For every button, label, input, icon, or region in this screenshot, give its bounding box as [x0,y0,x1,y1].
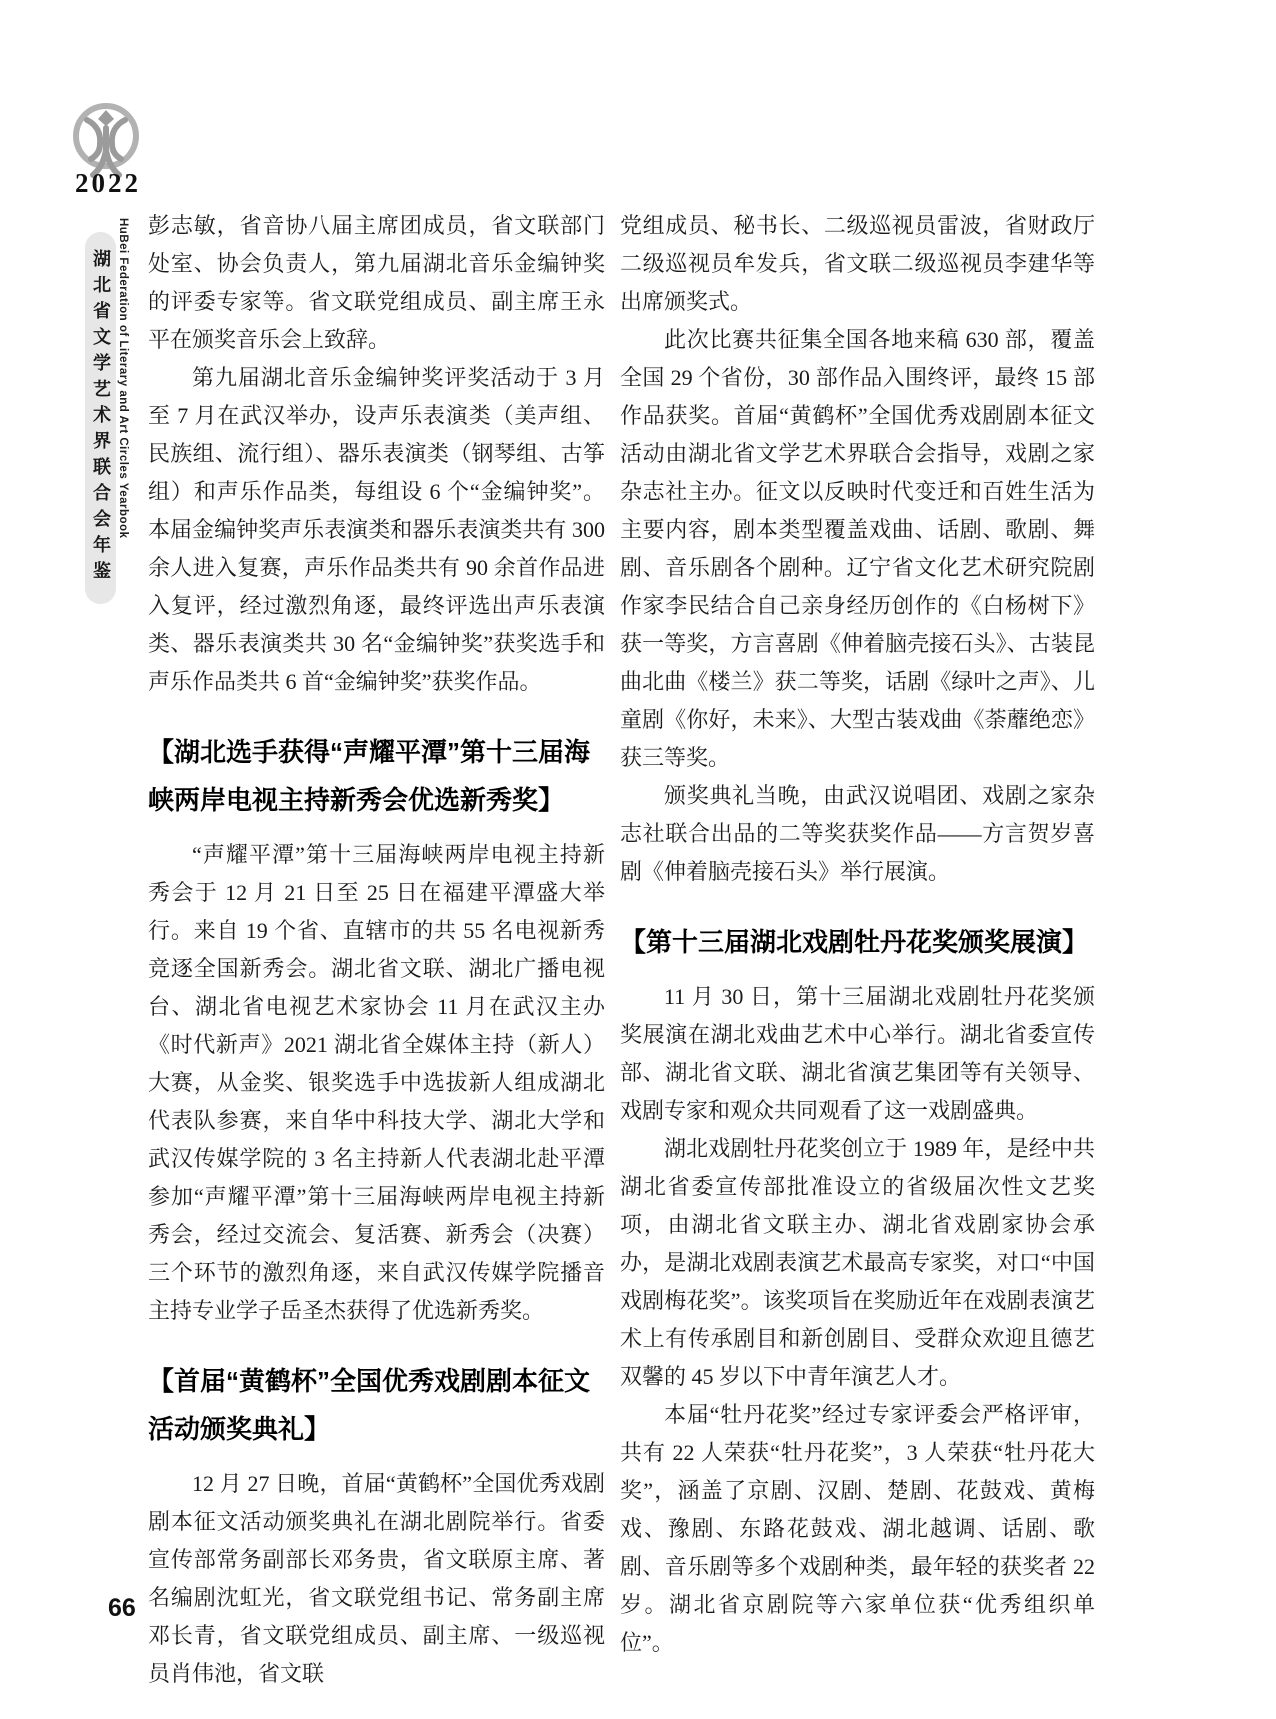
paragraph: “声耀平潭”第十三届海峡两岸电视主持新秀会于 12 月 21 日至 25 日在福建平潭盛大举行。来自 19 个省、直辖市的共 55 名电视新秀竞逐全国新秀会。湖北省文联、湖北广播电视台、湖北省电视艺术家协会 11 月在武汉主办《时代新声》2021 湖北省全媒体主持（新人）大赛，从金奖、银奖选手中选拔新人组成湖北代表队参赛，来自华中科技大学、湖北大学和武汉传媒学院的 3 名主持新人代表湖北赴平潭参加“声耀平潭”第十三届海峡两岸电视主持新秀会，经过交流会、复活赛、新秀会（决赛）三个环节的激烈角逐，来自武汉传媒学院播音主持专业学子岳圣杰获得了优选新秀奖。 [148,842,605,1323]
paragraph: 12 月 27 日晚，首届“黄鹤杯”全国优秀戏剧剧本征文活动颁奖典礼在湖北剧院举行。省委宣传部常务副部长邓务贵，省文联原主席、著名编剧沈虹光，省文联党组书记、常务副主席邓长青，省文联党组成员、副主席、一级巡视员肖伟池，省文联 [148,1471,605,1686]
right-column [620,207,1095,1662]
paragraph: 本届“牡丹花奖”经过专家评委会严格评审，共有 22 人荣获“牡丹花奖”，3 人荣获“牡丹花大奖”，涵盖了京剧、汉剧、楚剧、花鼓戏、黄梅戏、豫剧、东路花鼓戏、湖北越调、话剧、歌剧、音乐剧等多个戏剧种类，最年轻的获奖者 22 岁。湖北省京剧院等六家单位获“优秀组织单位”。 [620,1402,1095,1655]
paragraph: 11 月 30 日，第十三届湖北戏剧牡丹花奖颁奖展演在湖北戏曲艺术中心举行。湖北省委宣传部、湖北省文联、湖北省演艺集团等有关领导、戏剧专家和观众共同观看了这一戏剧盛典。 [620,984,1095,1123]
sidebar-title-bar [85,232,116,604]
paragraph: 第九届湖北音乐金编钟奖评奖活动于 3 月至 7 月在武汉举办，设声乐表演类（美声组、民族组、流行组）、器乐表演类（钢琴组、古筝组）和声乐作品类，每组设 6 个“金编钟奖”。本届金编钟奖声乐表演类和器乐表演类共有 300 余人进入复赛，声乐作品类共有 90 余首作品进入复评，经过激烈角逐，最终评选出声乐表演类、器乐表演类共 30 名“金编钟奖”获奖选手和声乐作品类共 6 首“金编钟奖”获奖作品。 [148,365,605,694]
paragraph: 彭志敏，省音协八届主席团成员，省文联部门处室、协会负责人，第九届湖北音乐金编钟奖的评委专家等。省文联党组成员、副主席王永平在颁奖音乐会上致辞。 [148,213,605,352]
year-label: 2022 [75,168,141,198]
paragraph: 颁奖典礼当晚，由武汉说唱团、戏剧之家杂志社联合出品的二等奖获奖作品——方言贺岁喜剧《伸着脑壳接石头》举行展演。 [620,783,1095,884]
sidebar-title-en: HuBei Federation of Literary and Art Circles Yearbook [117,218,129,539]
section-heading: 【湖北选手获得“声耀平潭”第十三届海峡两岸电视主持新秀会优选新秀奖】 [148,737,591,815]
paragraph: 湖北戏剧牡丹花奖创立于 1989 年，是经中共湖北省委宣传部批准设立的省级届次性文艺奖项，由湖北省文联主办、湖北省戏剧家协会承办，是湖北戏剧表演艺术最高专家奖，对口“中国戏剧梅花奖”。该奖项旨在奖励近年在戏剧表演艺术上有传承剧目和新创剧目、受群众欢迎且德艺双馨的 45 岁以下中青年演艺人才。 [620,1136,1095,1389]
paragraph: 此次比赛共征集全国各地来稿 630 部，覆盖全国 29 个省份，30 部作品入围终评，最终 15 部作品获奖。首届“黄鹤杯”全国优秀戏剧剧本征文活动由湖北省文学艺术界联合会指导，戏剧之家杂志社主办。征文以反映时代变迁和百姓生活为主要内容，剧本类型覆盖戏曲、话剧、歌剧、舞剧、音乐剧各个剧种。辽宁省文化艺术研究院剧作家李民结合自己亲身经历创作的《白杨树下》获一等奖，方言喜剧《伸着脑壳接石头》、古装昆曲北曲《楼兰》获二等奖，话剧《绿叶之声》、儿童剧《你好，未来》、大型古装戏曲《荼蘼绝恋》获三等奖。 [620,327,1095,770]
section-heading: 【首届“黄鹤杯”全国优秀戏剧剧本征文活动颁奖典礼】 [148,1366,591,1444]
sidebar-title-cn: 湖北省文学艺术界联合会年鉴 [91,249,111,587]
paragraph: 党组成员、秘书长、二级巡视员雷波，省财政厅二级巡视员牟发兵，省文联二级巡视员李建华等出席颁奖式。 [620,213,1095,314]
section-heading: 【第十三届湖北戏剧牡丹花奖颁奖展演】 [620,927,1089,957]
page-number: 66 [108,1594,136,1622]
left-column [148,207,605,1693]
